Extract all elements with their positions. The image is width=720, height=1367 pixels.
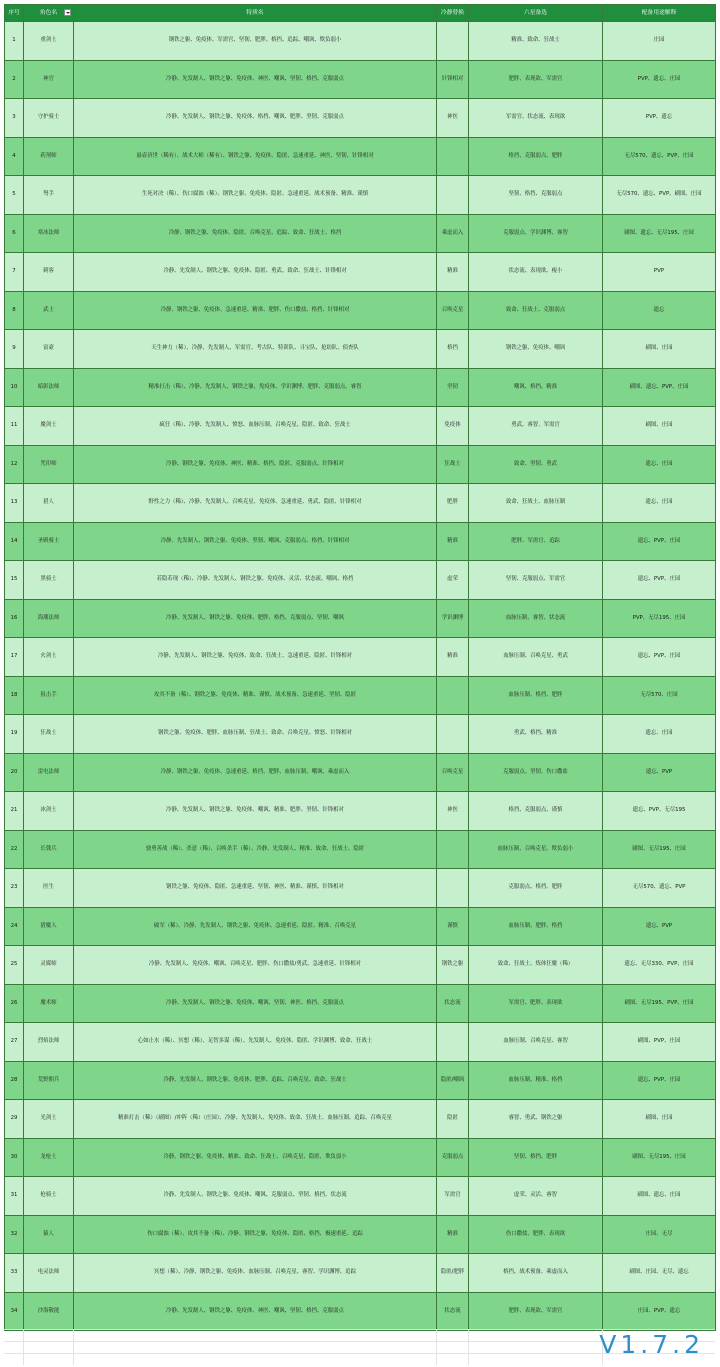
cell-usage[interactable]: 遗忘、PVP [603,753,716,792]
cell-usage[interactable]: 刷图、遗忘、无尽195、庄园 [603,214,716,253]
cell-six-star-backup[interactable]: 钢铁之躯、免疫体、嘲讽 [469,330,603,369]
cell-usage[interactable]: 遗忘、庄园 [603,715,716,754]
cell-traits[interactable]: 冷静、钢铁之躯、免疫体、急速重延、精准、肥胖、伤口撒盐、格挡、针锋相对 [74,291,437,330]
cell-role[interactable]: 圣殿骑士 [24,522,74,561]
cell-role[interactable]: 狂战士 [24,715,74,754]
cell-role[interactable]: 刺客 [24,253,74,292]
cell-calm-replace[interactable]: 军需官 [437,1177,469,1216]
cell-six-star-backup[interactable]: 克服弱点、学识渊博、睿智 [469,214,603,253]
cell-usage[interactable]: 刷图、庄园、无尽、遗忘 [603,1254,716,1293]
cell-role[interactable]: 医生 [24,869,74,908]
cell-no[interactable]: 34 [5,1292,24,1331]
cell-traits[interactable]: 钢铁之躯、免疫体、军需官、坚韧、肥胖、格挡、追踪、嘲讽、欺负弱小 [74,22,437,61]
cell-traits[interactable]: 冥想（稀）、冷静、钢铁之躯、免疫体、血脉压制、召唤克星、睿智、学识渊博、追踪 [74,1254,437,1293]
role-trait-table [4,4,716,1331]
cell-usage[interactable]: PVP [603,253,716,292]
cell-usage[interactable]: 刷图、遗忘、庄园 [603,1177,716,1216]
cell-calm-replace[interactable] [437,676,469,715]
cell-six-star-backup[interactable]: 虚荣、灵活、睿智 [469,1177,603,1216]
cell-calm-replace[interactable]: 乘虚而入 [437,214,469,253]
cell-calm-replace[interactable]: 精准 [437,522,469,561]
table-row [5,1023,716,1062]
table-row [5,330,716,369]
cell-calm-replace[interactable]: 隐匿 [437,1100,469,1139]
cell-six-star-backup[interactable]: 状态流、表现欲、瘦小 [469,253,603,292]
cell-six-star-backup[interactable]: 血脉压制、格挡、肥胖 [469,676,603,715]
cell-usage[interactable]: PVP、遗忘 [603,99,716,138]
table-row [5,792,716,831]
cell-traits[interactable]: 钢铁之躯、免疫体、隐匿、急速重延、坚韧、神医、精准、谨慎、针锋相对 [74,869,437,908]
cell-traits[interactable]: 冷静、先发制人、钢铁之躯、免疫体、隐匿、勇武、致命、狂战士、针锋相对 [74,253,437,292]
cell-no[interactable]: 27 [5,1023,24,1062]
cell-role[interactable]: 光剑士 [24,1100,74,1139]
header-no[interactable]: 序号 [5,5,24,22]
cell-calm-replace[interactable]: 状态流 [437,1292,469,1331]
cell-traits[interactable]: 冷静、钢铁之躯、免疫体、隐匿、召唤克星、追踪、致命、狂战士、格挡 [74,214,437,253]
cell-no[interactable]: 4 [5,137,24,176]
cell-role[interactable]: 雷电法师 [24,753,74,792]
cell-six-star-backup[interactable]: 致命、狂战士、血脉压制 [469,484,603,523]
cell-six-star-backup[interactable]: 致命、坚韧、勇武 [469,445,603,484]
cell-calm-replace[interactable] [437,830,469,869]
table-row [5,99,716,138]
cell-no[interactable]: 3 [5,99,24,138]
cell-role[interactable]: 弩手 [24,176,74,215]
cell-usage[interactable]: 庄园、PVP、遗忘 [603,1292,716,1331]
table-row [5,445,716,484]
cell-role[interactable]: 海潮法师 [24,599,74,638]
cell-usage[interactable]: 刷图、PVP、庄园 [603,1023,716,1062]
cell-six-star-backup[interactable]: 精准、致命、狂战士 [469,22,603,61]
cell-calm-replace[interactable]: 虚荣 [437,561,469,600]
cell-traits[interactable]: 冷静、先发制人、免疫体、嘲讽、召唤克星、肥胖、伤口撒盐/勇武、急速重延、针锋相对 [74,946,437,985]
cell-calm-replace[interactable]: 狂战士 [437,445,469,484]
cell-calm-replace[interactable]: 召唤克星 [437,753,469,792]
cell-role[interactable]: 猿人 [24,1215,74,1254]
table-row [5,638,716,677]
cell-traits[interactable]: 骁勇善战（稀）、杀意（稀）、召唤杀手（稀）、冷静、先发制人、精准、致命、狂战士、隐匿 [74,830,437,869]
table-row [5,676,716,715]
cell-usage[interactable]: 遗忘 [603,291,716,330]
cell-calm-replace[interactable]: 针锋相对 [437,60,469,99]
cell-no[interactable]: 28 [5,1061,24,1100]
cell-no[interactable]: 30 [5,1138,24,1177]
cell-calm-replace[interactable]: 神医 [437,99,469,138]
cell-no[interactable]: 31 [5,1177,24,1216]
cell-calm-replace[interactable] [437,715,469,754]
table-row [5,946,716,985]
version-label: V1.7.2 [599,1330,704,1359]
table-row [5,830,716,869]
cell-traits[interactable]: 精准打击（稀）、冷静、先发制人、钢铁之躯、免疫体、学识渊博、肥胖、克服弱点、睿智 [74,368,437,407]
cell-six-star-backup[interactable]: 嘲讽、格挡、精准 [469,368,603,407]
cell-no[interactable]: 26 [5,984,24,1023]
cell-no[interactable]: 8 [5,291,24,330]
table-row [5,137,716,176]
header-role[interactable] [24,5,74,22]
cell-no[interactable]: 23 [5,869,24,908]
cell-six-star-backup[interactable]: 血脉压制、精准、格挡 [469,1061,603,1100]
cell-six-star-backup[interactable]: 肥胖、表现欲、军需官 [469,60,603,99]
cell-calm-replace[interactable] [437,176,469,215]
header-calm-replace[interactable]: 冷静替换 [437,5,469,22]
cell-calm-replace[interactable]: 坚韧 [437,368,469,407]
cell-six-star-backup[interactable]: 军需官、状态流、表现欲 [469,99,603,138]
cell-calm-replace[interactable]: 神医 [437,792,469,831]
table-row [5,1215,716,1254]
cell-usage[interactable]: 无尽570、遗忘、PVP、刷图、庄园 [603,176,716,215]
cell-calm-replace[interactable]: 隐匿/肥胖 [437,1254,469,1293]
table-row [5,522,716,561]
cell-role[interactable]: 神官 [24,60,74,99]
cell-traits[interactable]: 野性之力（稀）、冷静、先发制人、召唤克星、免疫体、急速重延、勇武、隐匿、针锋相对 [74,484,437,523]
cell-usage[interactable]: 刷图、无尽195、PVP、庄园 [603,984,716,1023]
cell-traits[interactable]: 疯狂（稀）、冷静、先发制人、愤怒、血脉压制、召唤克星、隐匿、致命、狂战士 [74,407,437,446]
cell-no[interactable]: 13 [5,484,24,523]
cell-traits[interactable]: 若隐若现（稀）、冷静、先发制人、钢铁之躯、免疫体、灵活、状态流、嘲讽、格挡 [74,561,437,600]
cell-no[interactable]: 22 [5,830,24,869]
cell-calm-replace[interactable] [437,137,469,176]
cell-no[interactable]: 7 [5,253,24,292]
cell-usage[interactable]: 遗忘、无尽330、PVP、庄园 [603,946,716,985]
header-role-label: 角色名 [39,9,58,16]
cell-role[interactable]: 火剑士 [24,638,74,677]
table-row [5,1292,716,1331]
cell-no[interactable]: 33 [5,1254,24,1293]
cell-usage[interactable]: 遗忘、PVP、无尽195 [603,792,716,831]
cell-traits[interactable]: 悬壶济世（稀有）、战术大师（稀有）、钢铁之躯、免疫体、隐匿、急速重延、神医、坚韧、针锋相对 [74,137,437,176]
cell-usage[interactable]: 遗忘、PVP、庄园 [603,1061,716,1100]
table-row [5,984,716,1023]
cell-usage[interactable]: 庄园、无尽 [603,1215,716,1254]
cell-six-star-backup[interactable]: 伤口撒盐、肥胖、表现欲 [469,1215,603,1254]
cell-calm-replace[interactable]: 状态流 [437,984,469,1023]
cell-usage[interactable]: PVP、遗忘、庄园 [603,60,716,99]
cell-role[interactable]: 猎魔人 [24,907,74,946]
table-row [5,869,716,908]
cell-traits[interactable]: 破军（稀）、冷静、先发制人、钢铁之躯、免疫体、急速重延、隐匿、精准、召唤克星 [74,907,437,946]
cell-usage[interactable]: 刷图、无尽195、庄园 [603,1138,716,1177]
cell-traits[interactable]: 冷静、先发制人、钢铁之躯、免疫体、神医、嘲讽、坚韧、格挡、克服弱点 [74,60,437,99]
cell-six-star-backup[interactable]: 格挡、战术预备、乘虚而入 [469,1254,603,1293]
cell-calm-replace[interactable]: 格挡 [437,330,469,369]
cell-six-star-backup[interactable]: 格挡、克服弱点、肥胖 [469,137,603,176]
cell-role[interactable]: 武士 [24,291,74,330]
cell-six-star-backup[interactable]: 肥胖、军需官、追踪 [469,522,603,561]
cell-no[interactable]: 25 [5,946,24,985]
cell-usage[interactable]: 遗忘、庄园 [603,445,716,484]
cell-no[interactable]: 20 [5,753,24,792]
cell-usage[interactable]: 遗忘、PVP、庄园 [603,638,716,677]
cell-traits[interactable]: 生死对决（稀）、伤口腐蚀（稀）、钢铁之躯、免疫体、隐匿、急速重延、战术预备、精准、谨慎 [74,176,437,215]
cell-no[interactable]: 16 [5,599,24,638]
cell-traits[interactable]: 攻其不备（稀）、钢铁之躯、免疫体、精准、谨慎、战术预备、急速重延、坚韧、隐匿 [74,676,437,715]
cell-six-star-backup[interactable]: 血脉压制、肥胖、格挡 [469,907,603,946]
table-row [5,22,716,61]
table-row [5,1138,716,1177]
cell-calm-replace[interactable]: 精准 [437,1215,469,1254]
cell-no[interactable]: 14 [5,522,24,561]
cell-traits[interactable]: 伤口腐蚀（稀）、攻其不备（稀）、冷静、钢铁之躯、免疫体、隐匿、格挡、极速重延、追踪 [74,1215,437,1254]
cell-traits[interactable]: 冷静、先发制人、钢铁之躯、免疫体、嘲讽、坚韧、神医、格挡、克服弱点 [74,984,437,1023]
table-row [5,1061,716,1100]
cell-usage[interactable]: 刷图、无尽195、庄园 [603,830,716,869]
cell-calm-replace[interactable]: 召唤克星 [437,291,469,330]
cell-usage[interactable]: 无尽570、遗忘、PVP、庄园 [603,137,716,176]
cell-role[interactable]: 魔术师 [24,984,74,1023]
cell-usage[interactable]: 遗忘、PVP [603,907,716,946]
cell-no[interactable]: 29 [5,1100,24,1139]
header-six-star-backup[interactable]: 六星备选 [469,5,603,22]
table-row [5,291,716,330]
cell-calm-replace[interactable]: 学识渊博 [437,599,469,638]
table-body [5,22,716,1331]
cell-calm-replace[interactable]: 精准 [437,253,469,292]
cell-six-star-backup[interactable]: 勇武、睿智、军需官 [469,407,603,446]
cell-six-star-backup[interactable]: 血脉压制、睿智、状态流 [469,599,603,638]
header-row [5,5,716,22]
cell-six-star-backup[interactable]: 坚韧、格挡、肥胖 [469,1138,603,1177]
filter-dropdown-icon[interactable] [64,9,71,16]
cell-calm-replace[interactable]: 谨慎 [437,907,469,946]
cell-calm-replace[interactable] [437,1023,469,1062]
cell-calm-replace[interactable]: 钢铁之躯 [437,946,469,985]
table-row [5,253,716,292]
cell-six-star-backup[interactable]: 克服弱点、坚韧、伤口撒盐 [469,753,603,792]
cell-role[interactable]: 药剂师 [24,137,74,176]
cell-role[interactable]: 狙击手 [24,676,74,715]
cell-six-star-backup[interactable]: 睿智、勇武、钢铁之躯 [469,1100,603,1139]
cell-traits[interactable]: 冷静、先发制人、钢铁之躯、免疫体、格挡、嘲讽、肥胖、坚韧、克服弱点 [74,99,437,138]
cell-no[interactable]: 17 [5,638,24,677]
cell-role[interactable]: 黑骑士 [24,561,74,600]
cell-role[interactable]: 冰剑士 [24,792,74,831]
cell-no[interactable]: 19 [5,715,24,754]
cell-role[interactable]: 咒印师 [24,445,74,484]
table-row [5,60,716,99]
cell-six-star-backup[interactable]: 肥胖、表现欲、军需官 [469,1292,603,1331]
cell-six-star-backup[interactable]: 坚韧、格挡、克服弱点 [469,176,603,215]
cell-calm-replace[interactable] [437,22,469,61]
cell-usage[interactable]: 庄园 [603,22,716,61]
cell-no[interactable]: 15 [5,561,24,600]
cell-usage[interactable]: 刷图、庄园 [603,330,716,369]
cell-usage[interactable]: PVP、无尽195、庄园 [603,599,716,638]
cell-usage[interactable]: 遗忘、庄园 [603,484,716,523]
cell-traits[interactable]: 冷静、钢铁之躯、免疫体、神医、精准、格挡、隐匿、克服弱点、针锋相对 [74,445,437,484]
cell-no[interactable]: 11 [5,407,24,446]
cell-usage[interactable]: 遗忘、PVP、庄园 [603,522,716,561]
cell-usage[interactable]: 遗忘、PVP、庄园 [603,561,716,600]
header-traits[interactable]: 特质名 [74,5,437,22]
cell-six-star-backup[interactable]: 致命、狂战士、克服弱点 [469,291,603,330]
table-row [5,484,716,523]
cell-no[interactable]: 21 [5,792,24,831]
cell-role[interactable]: 长戟兵 [24,830,74,869]
cell-role[interactable]: 猎人 [24,484,74,523]
cell-role[interactable]: 烈焰法师 [24,1023,74,1062]
cell-six-star-backup[interactable]: 勇武、格挡、精准 [469,715,603,754]
cell-usage[interactable]: 无尽570、庄园 [603,676,716,715]
cell-role[interactable]: 富豪 [24,330,74,369]
cell-traits[interactable]: 冷静、钢铁之躯、免疫体、急速重延、格挡、肥胖、血脉压制、嘲讽、乘虚而入 [74,753,437,792]
cell-calm-replace[interactable]: 精准 [437,638,469,677]
cell-usage[interactable]: 刷图、遗忘、PVP、庄园 [603,368,716,407]
cell-traits[interactable]: 心如止水（稀）、冥想（稀）、足智多谋（稀）、先发制人、免疫体、隐匿、学识渊博、致命、狂战士 [74,1023,437,1062]
table-row [5,715,716,754]
table-row [5,753,716,792]
cell-traits[interactable]: 冷静、先发制人、钢铁之躯、免疫体、肥胖、格挡、克服弱点、坚韧、嘲讽 [74,599,437,638]
cell-role[interactable]: 电灵法师 [24,1254,74,1293]
cell-six-star-backup[interactable]: 血脉压制、召唤克星、欺负弱小 [469,830,603,869]
cell-traits[interactable]: 冷静、钢铁之躯、免疫体、精准、致命、狂战士、召唤克星、隐匿、欺负弱小 [74,1138,437,1177]
cell-no[interactable]: 32 [5,1215,24,1254]
cell-no[interactable]: 5 [5,176,24,215]
cell-traits[interactable]: 冷静、先发制人、钢铁之躯、免疫体、坚韧、嘲讽、克服弱点、格挡、针锋相对 [74,522,437,561]
cell-role[interactable]: 枪骑士 [24,1177,74,1216]
cell-calm-replace[interactable] [437,869,469,908]
cell-traits[interactable]: 冷静、先发制人、钢铁之躯、免疫体、嘲讽、克服弱点、坚韧、格挡、状态流 [74,1177,437,1216]
cell-six-star-backup[interactable]: 血脉压制、召唤克星、勇武 [469,638,603,677]
cell-role[interactable]: 沙海敬能 [24,1292,74,1331]
cell-role[interactable]: 守护骑士 [24,99,74,138]
cell-role[interactable]: 魔剑士 [24,407,74,446]
cell-six-star-backup[interactable]: 格挡、克服弱点、谨慎 [469,792,603,831]
cell-six-star-backup[interactable]: 军需官、肥胖、表现欲 [469,984,603,1023]
header-usage[interactable]: 配备用途解释 [603,5,716,22]
cell-traits[interactable]: 冷静、先发制人、钢铁之躯、免疫体、嘲讽、精准、肥胖、坚韧、针锋相对 [74,792,437,831]
table-row [5,907,716,946]
cell-traits[interactable]: 天生神力（稀）、冷静、先发制人、军需官、考古队、特训队、寻宝队、抢劫队、侦查队 [74,330,437,369]
cell-no[interactable]: 12 [5,445,24,484]
cell-role[interactable]: 龙枪士 [24,1138,74,1177]
cell-traits[interactable]: 精准打击（稀）（刷图）/冲阵（稀）（庄园）、冷静、先发制人、免疫体、致命、狂战士、血脉压制、追踪、召唤克星 [74,1100,437,1139]
cell-no[interactable]: 2 [5,60,24,99]
table-row [5,561,716,600]
cell-traits[interactable]: 冷静、先发制人、钢铁之躯、免疫体、神医、嘲讽、坚韧、格挡、克服弱点 [74,1292,437,1331]
table-row [5,1100,716,1139]
cell-usage[interactable]: 刷图、庄园 [603,407,716,446]
cell-role[interactable]: 暗影法师 [24,368,74,407]
table-row [5,214,716,253]
cell-role[interactable]: 重剑士 [24,22,74,61]
table-row [5,407,716,446]
cell-no[interactable]: 10 [5,368,24,407]
cell-no[interactable]: 18 [5,676,24,715]
table-row [5,1177,716,1216]
table-row [5,1254,716,1293]
cell-usage[interactable]: 刷图、庄园 [603,1100,716,1139]
cell-traits[interactable]: 冷静、先发制人、钢铁之躯、免疫体、致命、狂战士、急速重延、隐匿、针锋相对 [74,638,437,677]
cell-no[interactable]: 6 [5,214,24,253]
cell-six-star-backup[interactable]: 坚韧、克服弱点、军需官 [469,561,603,600]
table-row [5,176,716,215]
cell-role[interactable]: 荒野佣兵 [24,1061,74,1100]
cell-no[interactable]: 24 [5,907,24,946]
cell-six-star-backup[interactable]: 克服弱点、格挡、肥胖 [469,869,603,908]
table-row [5,368,716,407]
cell-no[interactable]: 9 [5,330,24,369]
cell-calm-replace[interactable]: 隐匿/嘲讽 [437,1061,469,1100]
cell-usage[interactable]: 无尽570、遗忘、PVP [603,869,716,908]
cell-traits[interactable]: 钢铁之躯、免疫体、肥胖、血脉压制、狂战士、致命、召唤克星、愤怒、针锋相对 [74,715,437,754]
cell-role[interactable]: 寒冰法师 [24,214,74,253]
table-row [5,599,716,638]
cell-no[interactable]: 1 [5,22,24,61]
cell-calm-replace[interactable]: 肥胖 [437,484,469,523]
cell-traits[interactable]: 冷静、先发制人、钢铁之躯、免疫体、肥胖、追踪、召唤克星、致命、狂战士 [74,1061,437,1100]
cell-six-star-backup[interactable]: 血脉压制、召唤克星、睿智 [469,1023,603,1062]
cell-role[interactable]: 灵媒师 [24,946,74,985]
cell-six-star-backup[interactable]: 致命、狂战士、炼体狂魔（稀） [469,946,603,985]
cell-calm-replace[interactable]: 免疫体 [437,407,469,446]
cell-calm-replace[interactable]: 克服弱点 [437,1138,469,1177]
